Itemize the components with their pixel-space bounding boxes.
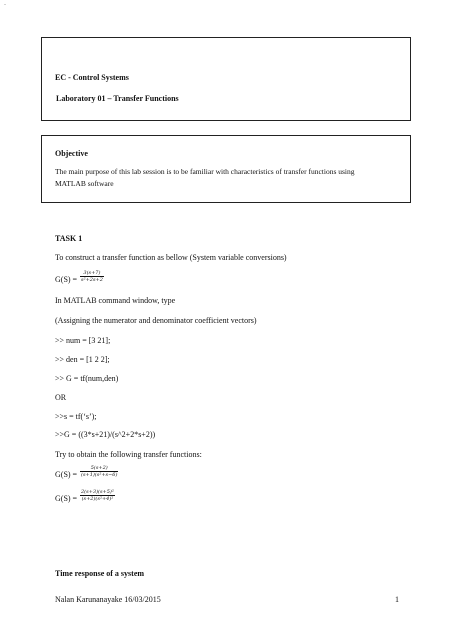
tf2-numerator: 5(s+2) xyxy=(80,465,118,472)
footer-author-date: Nalan Karunanayake 16/03/2015 xyxy=(55,595,161,604)
objective-line-1: The main purpose of this lab session is to be familiar with characteristics of transfer functions using xyxy=(55,167,355,176)
tf1-lhs: G(S) = xyxy=(55,275,78,284)
tf3-denominator: (s+2)(s²+4)² xyxy=(81,496,114,502)
tf1-fraction xyxy=(80,270,104,283)
tf3-numerator: 2(s+3)(s+5)² xyxy=(81,489,114,495)
objective-box xyxy=(41,135,411,203)
course-title: EC - Control Systems xyxy=(55,73,129,82)
corner-mark: - xyxy=(4,2,6,8)
try-text: Try to obtain the following transfer functions: xyxy=(55,450,202,459)
matlab-cmd-s: >>s = tf(‘s’); xyxy=(55,412,97,421)
objective-heading: Objective xyxy=(55,149,88,158)
tf2-denominator: (s+1)(s²+s−6) xyxy=(81,472,118,478)
section2-heading: Time response of a system xyxy=(55,569,145,578)
tf1-denominator: s²+2s+2 xyxy=(81,277,103,283)
tf1-numerator: 3(s+7) xyxy=(80,270,104,277)
matlab-cmd-expr: >>G = ((3*s+21)/(s^2+2*s+2)) xyxy=(55,430,156,439)
cmd-intro: In MATLAB command window, type xyxy=(55,296,176,305)
assign-note: (Assigning the numerator and denominator coefficient vectors) xyxy=(55,316,257,325)
tf3-fraction xyxy=(80,489,115,502)
tf2-fraction xyxy=(80,465,118,478)
matlab-cmd-den: >> den = [1 2 2]; xyxy=(55,355,110,364)
objective-line-2: MATLAB software xyxy=(55,179,114,188)
tf2-lhs: G(S) = xyxy=(55,470,78,479)
task1-heading: TASK 1 xyxy=(55,234,83,243)
matlab-cmd-tf: >> G = tf(num,den) xyxy=(55,374,119,383)
task1-intro: To construct a transfer function as bellow (System variable conversions) xyxy=(55,253,287,262)
lab-title: Laboratory 01 – Transfer Functions xyxy=(56,94,179,103)
tf3-lhs: G(S) = xyxy=(55,494,78,503)
header-box xyxy=(41,37,411,121)
or-text: OR xyxy=(55,393,67,402)
page-number: 1 xyxy=(395,595,399,604)
matlab-cmd-num: >> num = [3 21]; xyxy=(55,336,111,345)
